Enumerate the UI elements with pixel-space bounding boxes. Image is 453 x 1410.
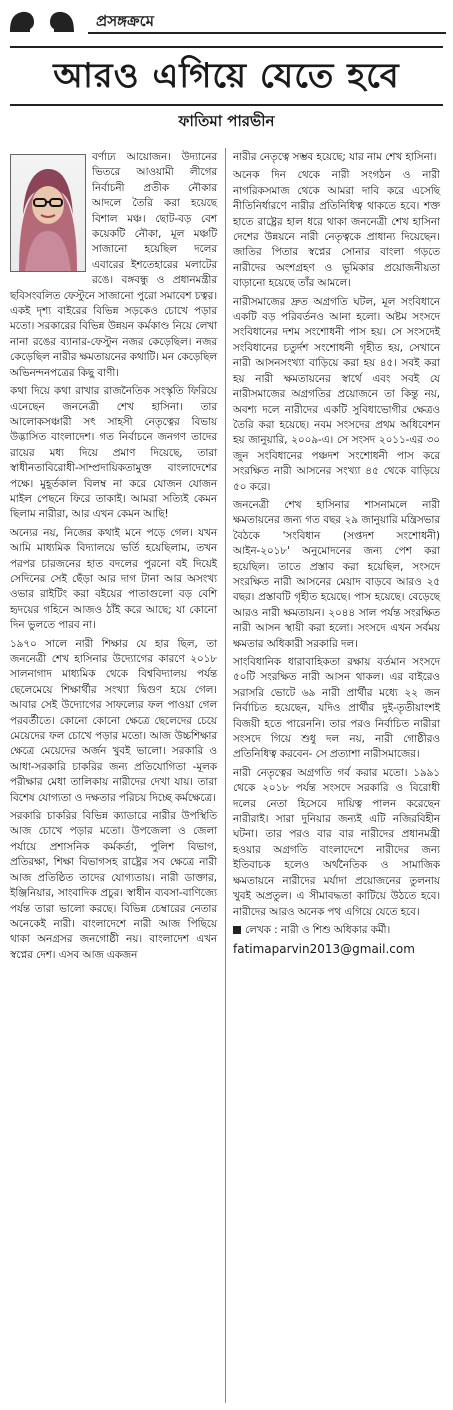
paragraph: কথা দিয়ে কথা রাখার রাজনৈতিক সংস্কৃতি ফিরিয়ে এনেছেন জননেত্রী শেখ হাসিনা। তার আলোকসঞ্চারী সৎ সাহসী নেতৃত্বের বিভায় উদ্ভাসিত বাংলাদেশ। গত নির্বাচনে জনগণ তাদের রায়ের মধ্য দিয়ে প্রমাণ দিয়েছে, তারা স্বাধীনতাবিরোধী-সাম্প্রদায়িকতামুক্ত বাংলাদেশের পক্ষে। মুহূর্তকাল বিলম্ব না করে যোজন যোজন মাইল পেছনে ফিরে তাকাই। আমরা সত্যিই কেমন ছিলাম নারীরা, আর এখন কেমন আছি! xyxy=(10,385,217,521)
author-name: ফাতিমা পারভীন xyxy=(178,112,275,130)
headline-rule xyxy=(10,104,443,106)
paragraph: সাংবিধানিক ধারাবাহিকতা রক্ষায় বর্তমান সংসদে ৫০টি সংরক্ষিত নারী আসন থাকল। এর বাইরেও সরাসরি ভোটে ৬৯ নারী প্রার্থীর মধ্যে ২২ জন নির্বাচিত হয়েছেন, যদিও প্রার্থীর দুই-তৃতীয়াংশই বিজয়ী হতে পারেননি। তার পরও নির্বাচিত নারীরা সংসদে গিয়ে শুধু দল নয়, নারী গোষ্ঠীরও প্রতিনিধিত্ব করবেন- সে প্রত্যাশা নারীসমাজের। xyxy=(233,656,440,761)
paragraph: সরকারি চাকরির বিভিন্ন ক্যাডারে নারীর উপস্থিতি আজ চোখে পড়ার মতো। উপজেলা ও জেলা পর্যায়ে প্রশাসনিক কর্মকর্তা, পুলিশ বিভাগ, প্রতিরক্ষা, শিক্ষা বিভাগসহ রাষ্ট্রের সব ক্ষেত্রে নারী আজ প্রতিষ্ঠিত তাদের যোগ্যতায়। নারী ডাক্তার, ইঞ্জিনিয়ার, সাংবাদিক প্রচুর। স্বাধীন ব্যবসা-বাণিজ্যে পর্যন্ত তারা ভালো করছে। বিভিন্ন চেম্বারের নেতার অনেকেই নারী। বাংলাদেশে নারী আজ পিছিয়ে থাকা অনগ্রসর জনগোষ্ঠী নয়। বাংলাদেশ এখন স্বপ্নের দেশ। এসব আজ একজন xyxy=(10,810,217,961)
paragraph: অনেক দিন থেকে নারী সংগঠন ও নারী নাগরিকসমাজ থেকে আমরা দাবি করে এসেছি নীতিনির্ধারণে নারীর প্রতিনিধিত্ব থাকতে হবে। শক্ত হাতে রাষ্ট্রের হাল ধরে থাকা জননেত্রী শেখ হাসিনা দেশের উন্নয়নে নারী নেতৃত্বকে প্রাধান্য দিয়েছেন। জাতির পিতার স্বপ্নের সোনার বাংলা গড়তে নারীদের অংশগ্রহণ ও ভূমিকার প্রয়োজনীয়তা বাড়ানো হয়েছে তাঁর আমলে। xyxy=(233,169,440,290)
section-bar xyxy=(88,8,446,34)
top-rule xyxy=(10,46,443,48)
headline: আরও এগিয়ে যেতে হবে xyxy=(53,56,400,96)
author-portrait xyxy=(10,154,86,272)
section-label: প্রসঙ্গক্রমে xyxy=(96,12,154,30)
right-column xyxy=(233,150,440,958)
paragraph: জননেত্রী শেখ হাসিনার শাসনামলে নারী ক্ষমতায়নের জন্য গত বছর ২৯ জানুয়ারি মন্ত্রিসভার বৈঠকে 'সংবিধান (সপ্তদশ সংশোধনী) আইন-২০১৮' অনুমোদনের জন্য পেশ করা হয়েছিল। তাতে প্রস্তাব করা হয়েছিল, সংসদে সংরক্ষিত নারী আসনের মেয়াদ বাড়বে আরও ২৫ বছর। প্রস্তাবটি গৃহীত হয়েছে। পাস হয়েছে। বেড়েছে আরও নারী ক্ষমতায়ন। ২০৪৪ সাল পর্যন্ত সংরক্ষিত নারী আসন স্থায়ী করা হলো। সংসদে এখন সর্বময় ক্ষমতার অধিকারী সরকারি দল। xyxy=(233,498,440,650)
paragraph: নারী নেতৃত্বের অগ্রগতি গর্ব করার মতো। ১৯৯১ থেকে ২০১৮ পর্যন্ত সংসদে সরকারি ও বিরোধী দলের নেতা হিসেবে দায়িত্ব পালন করেছেন নারীরাই। সারা দুনিয়ার জন্যই এটি নজিরবিহীন ঘটনা। তার পরও বার বার নারীদের প্রধানমন্ত্রী হওয়ার অগ্রগতি বাংলাদেশে নারীদের জন্য ইতিবাচক হলেও অর্থনৈতিক ও সামাজিক ক্ষমতায়নে নারীদের মর্যাদা প্রয়োজনের তুলনায় খুবই অপ্রতুল। এ সীমাবদ্ধতা কাটিয়ে উঠতে হবে। নারীদের আরও অনেক পথ এগিয়ে যেতে হবে। xyxy=(233,766,440,918)
column-separator xyxy=(225,148,226,1403)
two-heads-icon xyxy=(6,4,78,34)
byline-note-text: লেখক : নারী ও শিশু অধিকার কর্মী। xyxy=(245,923,391,936)
paragraph: অন্যের নয়, নিজের কথাই মনে পড়ে গেল। যখন আমি মাধ্যমিক বিদ্যালয়ে ভর্তি হয়েছিলাম, তখন পরপর চারজনের হাত বদলের পুরনো বই দিয়েই সেদিনের সেই ছেঁড়া আর দাগ টানা আর অসংখ্য ওভার রাইটিং করা বইয়ের পাতাগুলো বড় বেশি হৃদয়ের গহিনে আজও ঠাঁই করে আছে; যা কোনো দিন ভুলতে পারব না। xyxy=(10,526,217,632)
byline-note xyxy=(233,923,440,938)
paragraph: নারীর নেতৃত্বে সম্ভব হয়েছে; যার নাম শেখ হাসিনা। xyxy=(233,151,437,163)
author-email: fatimaparvin2013@gmail.com xyxy=(233,942,415,957)
header xyxy=(0,0,453,50)
paragraph: বর্ণাঢ্য আয়োজন। উদ্যানের ভিতরে আওয়ামী লীগের নির্বাচনী প্রতীক নৌকার আদলে তৈরি করা হয়েছে বিশাল মঞ্চ। ছোট-বড় বেশ কয়েকটি নৌকা, মূল মঞ্চটি সাজানো হয়েছিল দলের এবারের ইশতেহারের মলাটের রঙে। বঙ্গবন্ধু ও প্রধানমন্ত্রীর ছবিসংবলিত ফেস্টুনে সাজানো পুরো সমাবেশ চত্বর। একই দৃশ্য বাইরের বিভিন্ন সড়কেও চোখে পড়ার মতো। সরকারের বিভিন্ন উন্নয়ন কর্মকাণ্ড নিয়ে লেখা নানা রঙের ব্যানার-ফেস্টুন নজর কেড়েছিল। নজর কেড়েছিল নারীর ক্ষমতায়নের কথাটি। মন কেড়েছিল অভিনন্দনপত্রের কিছু বাণী। xyxy=(10,151,217,379)
square-bullet-icon xyxy=(233,926,241,934)
paragraph: নারীসমাজের দ্রুত অগ্রগতি ঘটল, মূল সংবিধানে একটি বড় পরিবর্তনও আনা হলো। অষ্টম সংসদে সংবিধানের দশম সংশোধনী পাস হয়। সে সংসদেই সংবিধানের চতুর্দশ সংশোধনী গৃহীত হয়, সেখানে নারী আসনসংখ্যা বাড়িয়ে করা হয় ৪৫। সবই করা হয় নারী ক্ষমতায়নের স্বার্থে এবং সবই যে নারীসমাজের অগ্রগতির প্রয়োজনে তা কিন্তু নয়, অবশ্য দলে নারীদের একটি সুবিধাভোগীর ক্ষেত্রও তৈরি করা হয়েছে। নবম সংসদের প্রথম অধিবেশন হয় জানুয়ারি, ২০০৯-এ। সে সংসদ ২০১১-এর ৩০ জুন সংবিধানের পঞ্চদশ সংশোধনী পাস করে সংরক্ষিত নারী আসনের সংখ্যা ৪৫ থেকে বাড়িয়ে ৫০ করে। xyxy=(233,295,440,493)
paragraph: ১৯৭০ সালে নারী শিক্ষার যে হার ছিল, তা জননেত্রী শেখ হাসিনার উদ্যোগের কারণে ২০১৮ সালনাগাদ মাধ্যমিক থেকে বিশ্ববিদ্যালয় পর্যন্ত ছেলেমেয়ে শিক্ষার্থীর সংখ্যা দ্বিগুণ হয়ে গেল। আবার সেই উদ্যোগের সাফল্যের ফল পাওয়া গেল পরবর্তীতে। কোনো কোনো ক্ষেত্রে ছেলেদের চেয়ে মেয়েদের ফল চোখে পড়ার মতো। আজ উচ্চশিক্ষার ক্ষেত্রে মেয়েদের অর্জন খুবই ভালো। সরকারি ও আধা-সরকারি চাকরির জন্য প্রতিযোগিতা -মূলক পরীক্ষার মেধা তালিকায় নারীদের দেখা যায়। তারা বিশেষ যোগ্যতা ও দক্ষতার পরিচয় দিচ্ছে কর্মক্ষেত্রে। xyxy=(10,637,217,804)
left-column xyxy=(10,150,217,966)
